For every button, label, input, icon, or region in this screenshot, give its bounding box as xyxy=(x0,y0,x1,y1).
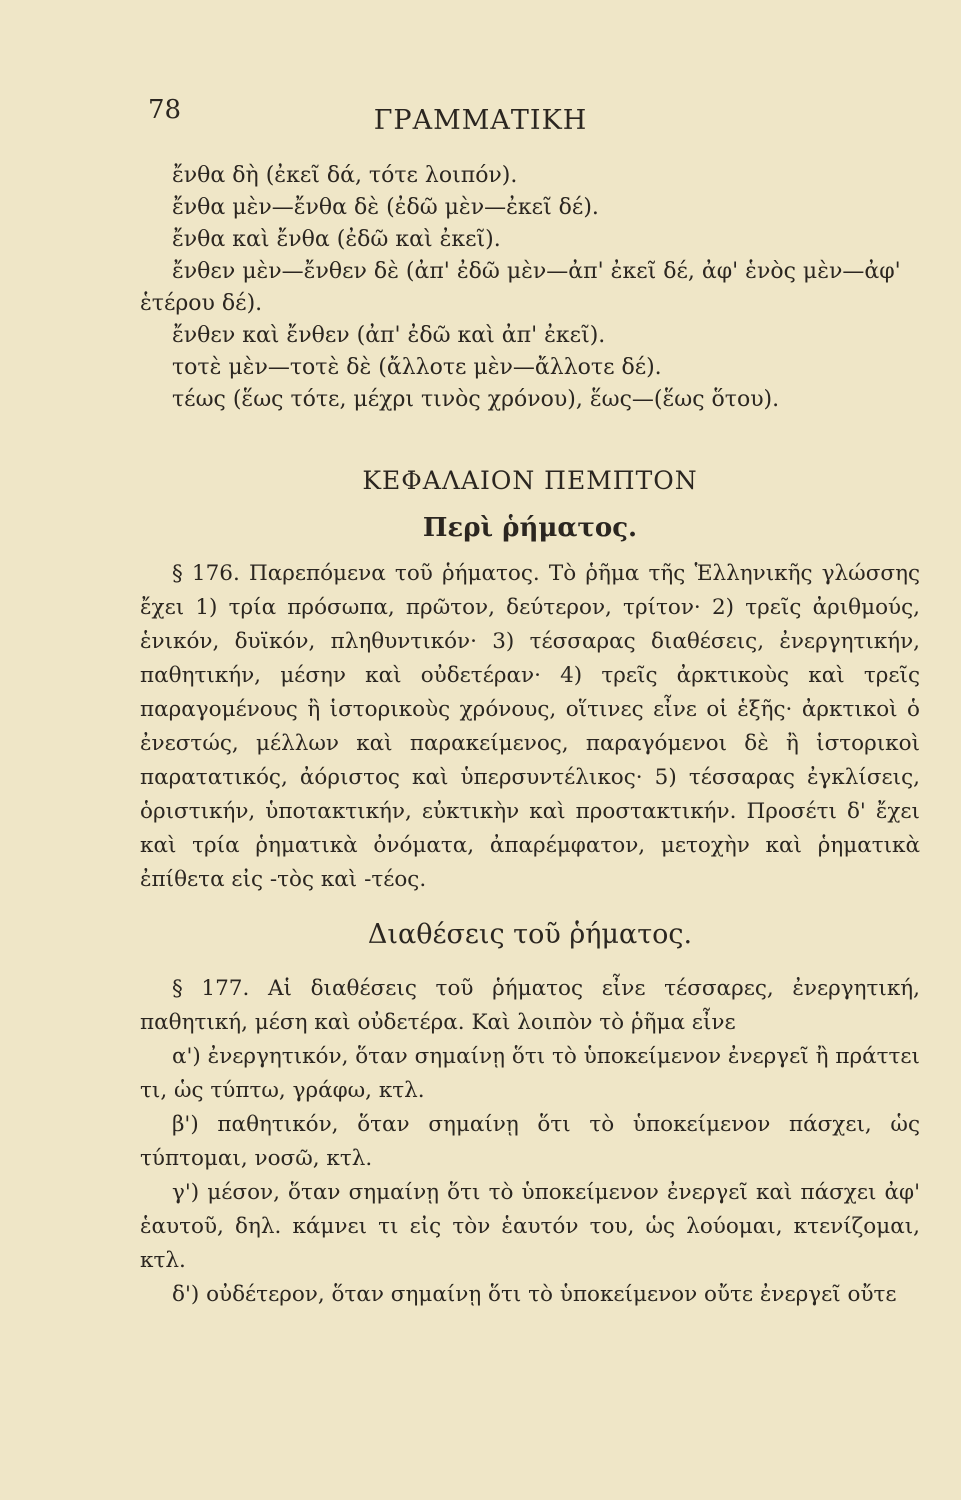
section-title: Περὶ ῥήματος. xyxy=(422,513,638,543)
voice-item: α') ἐνεργητικόν, ὅταν σημαίνῃ ὅτι τὸ ὑποκείμενον ἐνεργεῖ ἢ πράττει τι, ὡς τύπτω, γράφω, κτλ. xyxy=(140,1044,920,1103)
adverb-line: ἔνθα δὴ (ἐκεῖ δά, τότε λοιπόν). xyxy=(172,163,518,188)
adverb-line: τέως (ἕως τότε, μέχρι τινὸς χρόνου), ἕως—(ἕως ὅτου). xyxy=(172,387,780,412)
voice-item: γ') μέσον, ὅταν σημαίνῃ ὅτι τὸ ὑποκείμενον ἐνεργεῖ καὶ πάσχει ἀφ' ἑαυτοῦ, δηλ. κάμνει τι εἰς τὸν ἑαυτόν του, ὡς λούομαι, κτενίζομαι, κτλ. xyxy=(140,1180,920,1273)
adverb-line: ἔνθεν καὶ ἔνθεν (ἀπ' ἐδῶ καὶ ἀπ' ἐκεῖ). xyxy=(172,323,606,348)
running-title: ΓΡΑΜΜΑΤΙΚΗ xyxy=(373,105,588,136)
voice-item: δ') οὐδέτερον, ὅταν σημαίνῃ ὅτι τὸ ὑποκείμενον οὔτε ἐνεργεῖ οὔτε xyxy=(172,1282,897,1307)
chapter-title: ΚΕΦΑΛΑΙΟΝ ΠΕΜΠΤΟΝ xyxy=(362,466,698,495)
adverb-line: ἔνθεν μὲν—ἔνθεν δὲ (ἀπ' ἐδῶ μὲν—ἀπ' ἐκεῖ δέ, ἀφ' ἑνὸς μὲν—ἀφ' xyxy=(172,259,901,284)
page-header xyxy=(0,95,961,135)
adverb-line: ἑτέρου δέ). xyxy=(140,291,263,316)
adverb-line: ἔνθα καὶ ἔνθα (ἐδῶ καὶ ἐκεῖ). xyxy=(172,227,501,252)
body-text xyxy=(140,160,920,1312)
voice-item: β') παθητικόν, ὅταν σημαίνῃ ὅτι τὸ ὑποκείμενον πάσχει, ὡς τύπτομαι, νοσῶ, κτλ. xyxy=(140,1112,920,1171)
paragraph-177: § 177. Αἱ διαθέσεις τοῦ ῥήματος εἶνε τέσσαρες, ἐνεργητική, παθητική, μέση καὶ οὐδετέρα. Καὶ λοιπὸν τὸ ῥῆμα εἶνε xyxy=(140,976,920,1035)
adverb-line: τοτὲ μὲν—τοτὲ δὲ (ἄλλοτε μὲν—ἄλλοτε δέ). xyxy=(172,355,662,380)
adverb-line: ἔνθα μὲν—ἔνθα δὲ (ἐδῶ μὲν—ἐκεῖ δέ). xyxy=(172,195,599,220)
subheading: Διαθέσεις τοῦ ῥήματος. xyxy=(367,919,693,950)
paragraph-176: § 176. Παρεπόμενα τοῦ ῥήματος. Τὸ ῥῆμα τῆς Ἑλληνικῆς γλώσσης ἔχει 1) τρία πρόσωπα, πρῶτον, δεύτερον, τρίτον· 2) τρεῖς ἀριθμούς, ἑνικόν, δυϊκόν, πληθυντικόν· 3) τέσσαρας διαθέσεις, ἐνεργητικήν, παθητικήν, μέσην καὶ οὐδετέραν· 4) τρεῖς ἀρκτικοὺς καὶ τρεῖς παραγομένους ἢ ἱστορικοὺς χρόνους, οἵτινες εἶνε οἱ ἑξῆς· ἀρκτικοὶ ὁ ἐνεστώς, μέλλων καὶ παρακείμενος, παραγόμενοι δὲ ἢ ἱστορικοὶ παρατατικός, ἀόριστος καὶ ὑπερσυντέλικος· 5) τέσσαρας ἐγκλίσεις, ὁριστικήν, ὑποτακτικήν, εὐκτικὴν καὶ προστακτικήν. Προσέτι δ' ἔχει καὶ τρία ῥηματικὰ ὀνόματα, ἀπαρέμφατον, μετοχὴν καὶ ῥηματικὰ ἐπίθετα εἰς -τὸς καὶ -τέος. xyxy=(140,561,920,892)
page-number: 78 xyxy=(148,95,182,125)
